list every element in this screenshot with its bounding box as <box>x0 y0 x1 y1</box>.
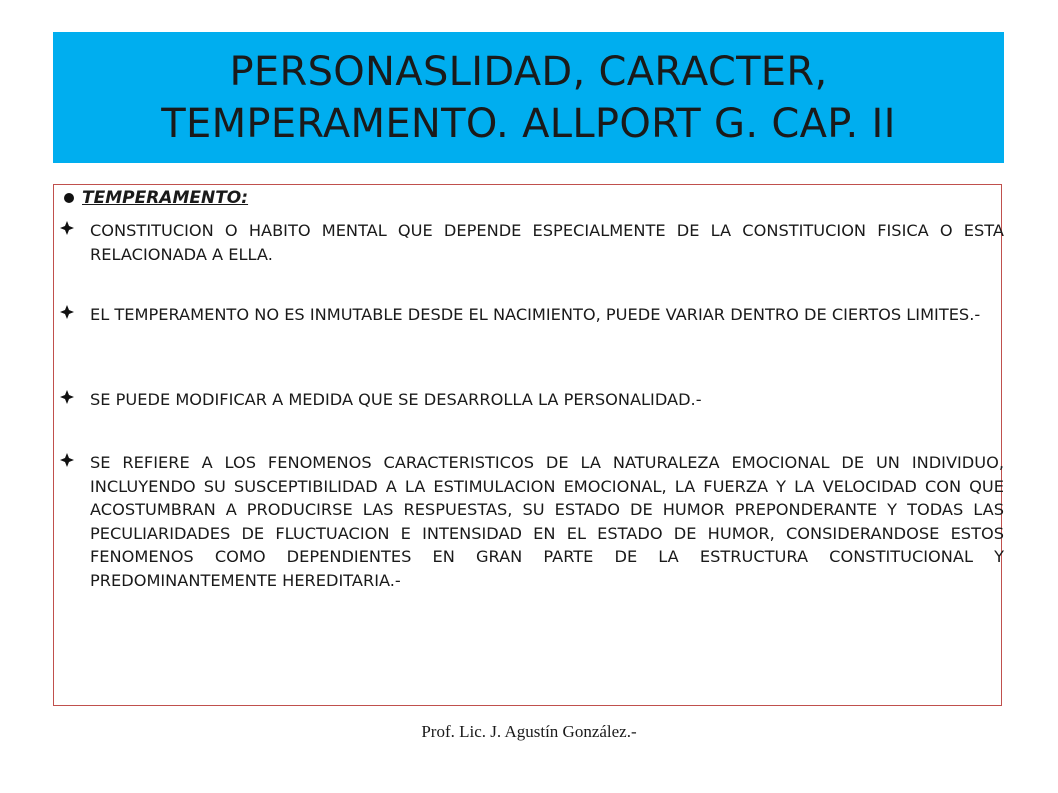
slide-title-line-1: PERSONASLIDAD, CARACTER, <box>229 48 828 95</box>
title-band <box>53 32 1004 163</box>
diamond-bullet-icon <box>60 390 74 404</box>
section-heading: TEMPERAMENTO: <box>82 188 249 208</box>
slide-title-line-2: TEMPERAMENTO. ALLPORT G. CAP. II <box>161 100 896 147</box>
section-heading-row <box>64 185 248 211</box>
diamond-bullet-icon <box>60 305 74 319</box>
list-item-text: CONSTITUCION O HABITO MENTAL QUE DEPENDE ESPECIALMENTE DE LA CONSTITUCION FISICA O ESTA RELACIONADA A ELLA. <box>90 221 1004 264</box>
diamond-bullet-icon <box>60 221 74 235</box>
list-item-text: SE REFIERE A LOS FENOMENOS CARACTERISTICOS DE LA NATURALEZA EMOCIONAL DE UN INDIVIDUO, INCLUYENDO SU SUSCEPTIBILIDAD A LA ESTIMULACION EMOCIONAL, LA FUERZA Y LA VELOCIDAD CON QUE ACOSTUMBRAN A PRODUCIRSE LAS RESPUESTAS, SU ESTADO DE HUMOR PREPONDERANTE Y TODAS LAS PECULIARIDADES DE FLUCTUACION E INTENSIDAD EN EL ESTADO DE HUMOR, CONSIDERANDOSE ESTOS FENOMENOS COMO DEPENDIENTES EN GRAN PARTE DE LA ESTRUCTURA CONSTITUCIONAL Y PREDOMINANTEMENTE HEREDITARIA.- <box>90 453 1004 590</box>
footer-credit: Prof. Lic. J. Agustín González.- <box>421 722 637 741</box>
content-box <box>53 184 1002 706</box>
round-bullet-icon <box>64 193 74 203</box>
list-item-text: EL TEMPERAMENTO NO ES INMUTABLE DESDE EL NACIMIENTO, PUEDE VARIAR DENTRO DE CIERTOS LIMITES.- <box>90 305 981 324</box>
slide-title <box>161 46 895 150</box>
list-item-text: SE PUEDE MODIFICAR A MEDIDA QUE SE DESARROLLA LA PERSONALIDAD.- <box>90 390 702 409</box>
diamond-bullet-icon <box>60 453 74 467</box>
